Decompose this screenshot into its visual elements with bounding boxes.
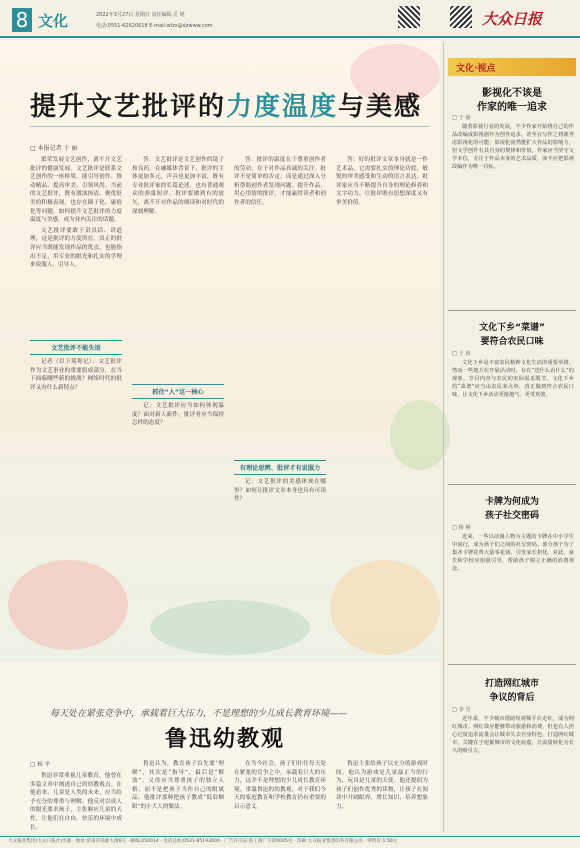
main-article-column-3: 答：批评的温度在于尊重创作者的劳动，在于对作品真诚的关注。批评不是简单的否定，而是通过深入分析帮助创作者发现问题、提升作品。用心用情的批评，才能赢得读者和创作者的信任。	[234, 157, 326, 206]
main-article-column-1: 繁荣发展文艺创作，离不开文艺批评的健康发展。文艺批评是联系文艺创作的一座桥梁，能引导创作、推动精品、提高审美、引领风尚。当前的文艺批评，既有激浊扬清、褒优贬劣的积极表现，也存在圈子化、庸俗化等问题。如何提升文艺批评的力度温度与美感，成为业内关注的话题。 文艺批评要敢于讲真话、讲道理，这是批评的力度所在。真正的批评应当既能发现作品的优点，也能指出不足，用专业的眼光和扎实的学理来说服人、引导人。	[30, 157, 122, 269]
lu-xun-article-column-4: 鲁迅主张给孩子以充分的游戏时间，他认为游戏是儿童最正当的行为，玩具是儿童的天使。他还提倡为孩子们创作优秀的读物，让孩子在阅读中开阔眼界、增长知识、培养想象力。	[336, 761, 428, 810]
lu-xun-article-column-2: 鲁迅认为，教育孩子首先要“理解”，其次是“指导”，最后是“解放”。父母应当尊重孩子的独立人格，而不是把孩子当作自己的附属品。他批评那种把孩子教成“低眉顺眼”的小大人的做法。	[132, 761, 224, 810]
contact-info: 电话:0551-62620618 E-mail:wlzx@dzwww.com	[96, 23, 213, 29]
main-article-title: 提升文艺批评的力度温度与美感	[30, 92, 423, 122]
main-article-column-2b: 记：文艺批评应当如何体现温度？面对新人新作，批评者应当保持怎样的态度？	[132, 403, 224, 427]
qr-code-icon	[398, 6, 420, 28]
right-article-3-byline: □ 杨 柳	[452, 525, 471, 531]
section-name: 文化	[38, 12, 69, 30]
right-article-1-title: 影视化不该是	[482, 88, 542, 99]
right-article-1-title-line2: 作家的唯一追求	[477, 102, 547, 113]
right-column-rule	[448, 664, 576, 665]
masthead-logo: 大众日报	[482, 10, 543, 28]
main-article-column-2: 答：文艺批评是文艺创作的镜子和良药。在融媒体背景下，批评的主体更加多元，声音也更加丰富，既有专业批评家的长篇论述，也有普通观众的弹幕短评。批评要做到有的放矢，离不开对作品的细读和对时代的深刻理解。	[132, 157, 224, 215]
decorative-leaf-icon	[150, 600, 310, 655]
right-column-rule	[448, 484, 576, 485]
lu-xun-article-title: 鲁迅幼教观	[165, 727, 286, 752]
footer-imprint: 大众报业集团(大众日报社)出版 · 地址:济南市泺源大街6号 · 邮编:250014 · 电话总机:0531-85193000 · 广告许可证:鲁工商广字第0005号 · 印刷:大众报业集团印务有限公司 · 零售价:1.50元	[8, 839, 398, 844]
right-column-rule	[448, 310, 576, 311]
right-article-3-title-line2: 孩子社交密码	[484, 511, 539, 521]
right-article-2-title: 文化下乡“菜谱”	[479, 323, 545, 333]
decorative-leaf-icon	[390, 400, 450, 470]
right-article-3-body: 近来，一些以动漫人物为主题的卡牌在中小学生中流行，成为孩子们之间的社交密码。部分孩子为了集齐卡牌花费大量零花钱，引发家长担忧。对此，家长和学校应加强引导，帮助孩子树立正确的消费观念。	[452, 534, 574, 572]
decorative-flower-icon	[8, 560, 128, 650]
subhead: 抓住“人”这一核心	[132, 384, 224, 399]
right-article-1-body: 随着影视行业的发展，不少作家开始将自己的作品改编成影视剧作为创作追求，甚至在写作之初就考虑影视化的可能。影视化固然能扩大作品的影响力，但文学创作有其自身的规律和价值。作家应当坚守文学本位，专注于作品本身的艺术品质，而不应把影视改编作为唯一目标。	[452, 124, 574, 170]
lu-xun-article-author: □ 杨 平	[30, 762, 51, 768]
title-rule	[30, 126, 430, 127]
lu-xun-article-column-1: 鲁迅非常重视儿童教育，他曾在多篇文章中阐述自己的幼教观点。在他看来，儿童是人类的未来，应当给予充分的尊重与理解。他反对以成人的眼光要求孩子，主张顺应儿童的天性，让他们在自由、快乐的环境中成长。	[30, 773, 122, 831]
page-number: 8	[12, 8, 32, 32]
right-article-2-byline: □ 于 涛	[452, 351, 471, 357]
issue-info: 2022年3月27日 星期日 责任编辑 岳 铭	[96, 12, 185, 18]
column-divider	[443, 42, 444, 832]
lu-xun-article-deck: 每天处在紧张竞争中，承载着巨大压力，不是理想的少儿成长教育环境——	[50, 709, 348, 719]
main-article-column-3b: 记：文艺批评的美感体现在哪里？如何让批评文章本身也具有可读性？	[234, 479, 326, 503]
right-column-tag-label: 文化·视点	[456, 64, 496, 74]
main-article-author: □ 本报记者 于 丽	[30, 145, 78, 152]
main-article-column-1b: 记者（以下简称记）：文艺批评作为文艺事业的重要组成部分，在当下面临哪些新的挑战？网络时代的批评又有什么新特点？	[30, 359, 122, 391]
lu-xun-article-column-3: 在当今社会，孩子们往往每天处在紧张的竞争之中，承载着巨大的压力，这并不是理想的少儿成长教育环境。重温鲁迅的幼教观，对于我们今天的家庭教育和学校教育仍有重要的启示意义。	[234, 761, 326, 810]
main-article-column-4: 答：好的批评文章本身就是一件艺术品，它需要扎实的理论功底、敏锐的审美感受和生动的语言表达。批评家应当不断提升自身的理论修养和文字功力，让批评既有思想深度又有审美价值。	[336, 157, 428, 206]
subhead: 有理论思辨、批评才有说服力	[234, 460, 326, 475]
right-article-1-byline: □ 于 丽	[452, 115, 471, 121]
subhead: 文艺批评不能失语	[30, 340, 122, 355]
right-article-2-title-line2: 要符合农民口味	[480, 337, 544, 347]
right-article-4-body: 近年来，不少城市借助短视频平台走红，成为网红城市。网红效应能够带动旅游和消费，但也有人担心过度追求流量会让城市失去自身特色。打造网红城市，关键在于挖掘城市的文化底蕴，让流量转化为长久的吸引力。	[452, 716, 574, 754]
decorative-flower-icon	[330, 560, 440, 655]
right-article-4-byline: □ 李 雪	[452, 707, 471, 713]
right-article-4-title: 打造网红城市	[484, 679, 539, 689]
header-rule	[0, 36, 580, 38]
right-article-4-title-line2: 争议的背后	[489, 693, 535, 703]
qr-code-icon	[450, 6, 472, 28]
right-article-2-body: 文化下乡是丰富农民精神文化生活的重要举措。然而一些地方在开展活动时，存在“送什么看什么”的现象，节目内容与农民的实际需求脱节。文化下乡的“菜谱”应当由农民来点单，真正做到符合农民口味，让文化下乡活动更接地气、更受欢迎。	[452, 360, 574, 398]
right-article-3-title: 卡牌为何成为	[484, 497, 539, 507]
